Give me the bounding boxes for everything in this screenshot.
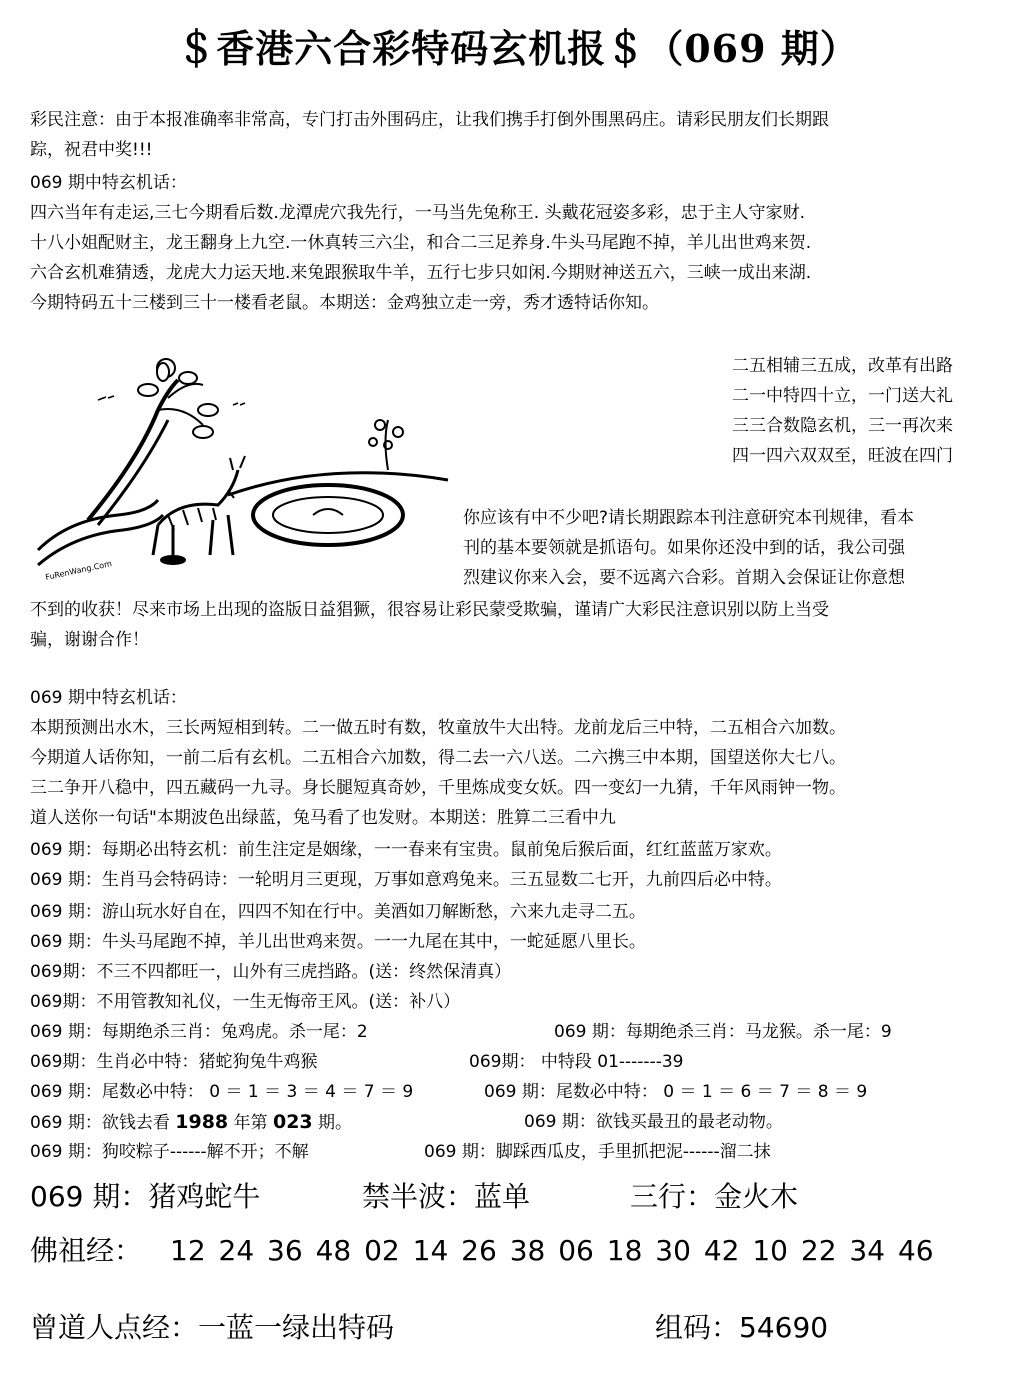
section2-line: 069期：不三不四都旺一，山外有三虎挡路。(送：终然保清真） xyxy=(30,962,512,982)
money-clue-issue: 023 xyxy=(272,1111,313,1133)
buddha-label: 佛祖经： xyxy=(30,1234,143,1267)
page-title: ＄香港六合彩特码玄机报＄（069 期） xyxy=(177,26,859,71)
section2-line: 069期：不用管教知礼仪，一生无悔帝王风。(送：补八） xyxy=(30,992,461,1012)
money-clue-text: 年第 xyxy=(228,1113,273,1133)
poem-line: 二一中特四十立，一门送大礼 xyxy=(732,386,953,406)
buddha-numbers: 12 24 36 48 02 14 26 38 06 18 30 42 10 22 34 46 xyxy=(170,1234,934,1267)
advert-line: 你应该有中不少吧?请长期跟踪本刊注意研究本刊规律，看本 xyxy=(463,508,915,528)
advert-line: 骗，谢谢合作！ xyxy=(30,630,149,650)
group-code: 组码：54690 xyxy=(655,1311,829,1344)
daoist-clue: 曾道人点经：一蓝一绿出特码 xyxy=(30,1311,395,1344)
poem-line: 二五相辅三五成，改革有出路 xyxy=(732,356,953,376)
advert-line: 刊的基本要领就是抓语句。如果你还没中到的话，我公司强 xyxy=(463,538,905,558)
money-clue-left xyxy=(30,1112,352,1133)
notice-line-1: 彩民注意：由于本报准确率非常高，专门打击外围码庄，让我们携手打倒外围黑码庄。请彩民朋友们长期跟 xyxy=(30,110,829,130)
notice-line-2: 踪，祝君中奖!!! xyxy=(30,140,153,160)
section2-line: 069 期：生肖马会特码诗：一轮明月三更现，万事如意鸡兔来。三五显数二七开，九前四后必中特。 xyxy=(30,870,782,890)
poem-line: 三三合数隐玄机，三一再次来 xyxy=(732,416,953,436)
money-clue-year: 1988 xyxy=(175,1111,229,1133)
section2-header: 069 期中特玄机话： xyxy=(30,688,187,708)
section1-header: 069 期中特玄机话： xyxy=(30,173,187,193)
kill-three-right: 069 期：每期绝杀三肖：马龙猴。杀一尾：9 xyxy=(554,1022,892,1042)
poem-line: 四一四六双双至，旺波在四门 xyxy=(732,446,953,466)
summary-wave: 禁半波：蓝单 xyxy=(362,1180,531,1213)
section2-line: 今期道人话你知，一前二后有玄机。二五相合六加数，得二去一六八送。二六携三中本期，国望送你大七八。 xyxy=(30,748,846,768)
summary-elements: 三行：金火木 xyxy=(630,1180,799,1213)
money-clue-text: 期。 xyxy=(312,1113,353,1133)
section2-line: 本期预测出水木，三长两短相到转。二一做五时有数，牧童放牛大出特。龙前龙后三中特，二五相合六加数。 xyxy=(30,718,846,738)
section1-line: 十八小姐配财主，龙王翻身上九空.一休真转三六尘，和合二三足养身.牛头马尾跑不掉，羊儿出世鸡来贺. xyxy=(30,233,812,253)
money-clue-right: 069 期：欲钱买最丑的最老动物。 xyxy=(524,1112,783,1132)
section1-line: 六合玄机难猜透，龙虎大力运天地.来兔跟猴取牛羊，五行七步只如闲.今期财神送五六，三峡一成出来湖. xyxy=(30,263,812,283)
section2-line: 069 期：牛头马尾跑不掉，羊儿出世鸡来贺。一一九尾在其中，一蛇延愿八里长。 xyxy=(30,932,646,952)
kill-three-left: 069 期：每期绝杀三肖：兔鸡虎。杀一尾：2 xyxy=(30,1022,368,1042)
section2-line: 069 期：游山玩水好自在，四四不知在行中。美酒如刀解断愁，六来九走寻二五。 xyxy=(30,902,646,922)
zodiac-must-win: 069期：生肖必中特：猪蛇狗兔牛鸡猴 xyxy=(30,1052,318,1072)
section1-line: 四六当年有走运,三七今期看后数.龙潭虎穴我先行，一马当先兔称王. 头戴花冠姿多彩，忠于主人守家财. xyxy=(30,203,806,223)
section2-line: 道人送你一句话"本期波色出绿蓝，兔马看了也发财。本期送：胜算二三看中九 xyxy=(30,808,616,828)
advert-line: 不到的收获！尽来市场上出现的盗版日益猖獗，很容易让彩民蒙受欺骗，谨请广大彩民注意识别以防上当受 xyxy=(30,600,829,620)
dog-riddle-right: 069 期：脚踩西瓜皮，手里抓把泥------溜二抹 xyxy=(424,1142,771,1162)
section2-line: 三二争开八稳中，四五藏码一九寻。身长腿短真奇妙，千里炼成变女妖。四一变幻一九猜，千年风雨钟一物。 xyxy=(30,778,846,798)
money-clue-text: 069 期：欲钱去看 xyxy=(30,1113,176,1133)
watermark-text: FuRenWang.Com xyxy=(44,559,113,582)
summary-zodiac: 069 期：猪鸡蛇牛 xyxy=(30,1180,261,1213)
tiger-landscape-illustration xyxy=(28,350,458,590)
special-range: 069期： 中特段 01-------39 xyxy=(469,1052,684,1072)
tail-digits-left: 069 期：尾数必中特： 0 ＝ 1 ＝ 3 ＝ 4 ＝ 7 ＝ 9 xyxy=(30,1082,414,1102)
dog-riddle-left: 069 期：狗咬粽子------解不开；不解 xyxy=(30,1142,309,1162)
advert-line: 烈建议你来入会，要不远离六合彩。首期入会保证让你意想 xyxy=(463,568,905,588)
section1-line: 今期特码五十三楼到三十一楼看老鼠。本期送：金鸡独立走一旁，秀才透特话你知。 xyxy=(30,293,659,313)
section2-line: 069 期：每期必出特玄机：前生注定是姻缘，一一春来有宝贵。鼠前兔后猴后面，红红蓝蓝万家欢。 xyxy=(30,840,782,860)
tail-digits-right: 069 期：尾数必中特： 0 ＝ 1 ＝ 6 ＝ 7 ＝ 8 ＝ 9 xyxy=(484,1082,868,1102)
